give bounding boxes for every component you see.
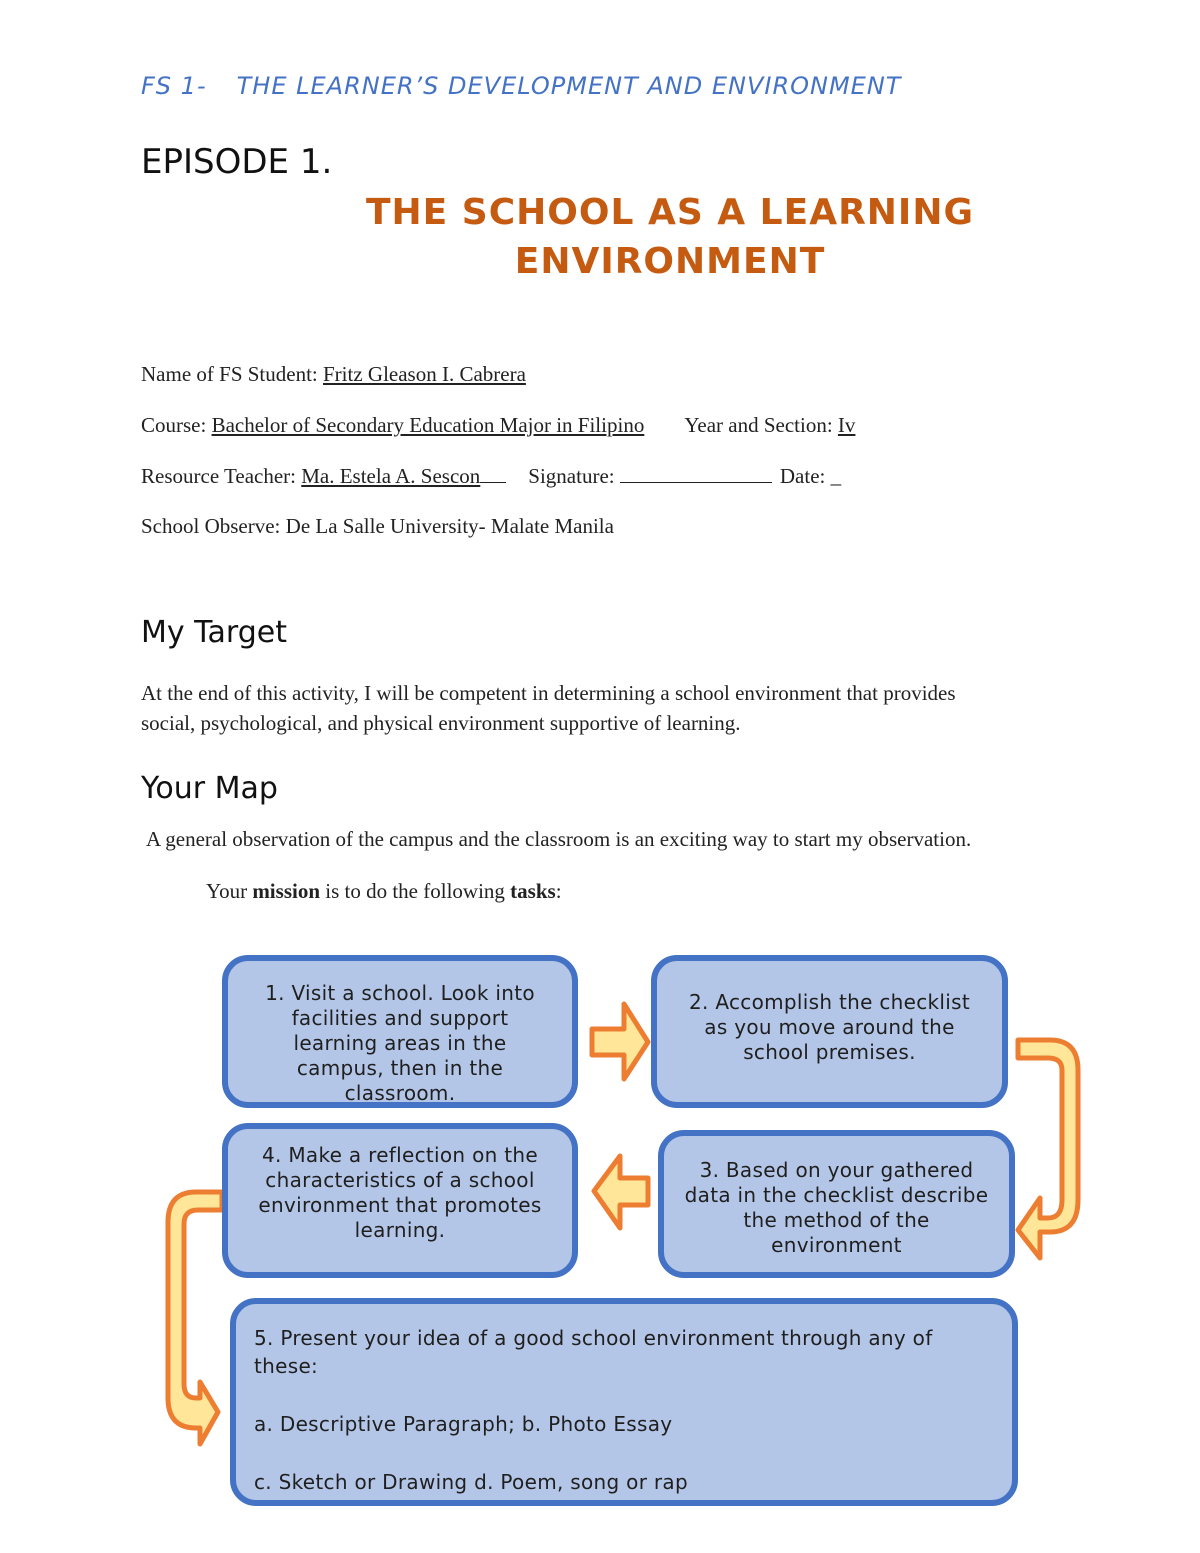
mission-mid: is to do the following xyxy=(320,879,511,903)
task-5-line1: 5. Present your idea of a good school environment through any of these: xyxy=(254,1326,933,1378)
map-intro: A general observation of the campus and the classroom is an exciting way to start my observation. xyxy=(146,827,972,851)
date-label: Date: _ xyxy=(779,464,842,488)
task-box-2 xyxy=(651,955,1008,1108)
task-4-text: 4. Make a reflection on the characteristics of a school environment that promotes learning. xyxy=(258,1143,542,1242)
u-turn-right-icon xyxy=(1018,1040,1078,1258)
task-2-text: 2. Accomplish the checklist as you move around the school premises. xyxy=(689,990,970,1064)
u-turn-left-icon xyxy=(168,1192,222,1444)
tasks-bold: tasks xyxy=(510,879,556,903)
task-3-text: 3. Based on your gathered data in the checklist describe the method of the environment xyxy=(684,1158,989,1257)
target-text-line1: At the end of this activity, I will be competent in determining a school environment that provides xyxy=(141,681,956,705)
signature-label: Signature: xyxy=(528,464,620,488)
task-box-5 xyxy=(230,1298,1018,1506)
teacher-label: Resource Teacher: xyxy=(141,464,302,488)
task-box-3 xyxy=(658,1130,1015,1278)
episode-label: EPISODE 1. xyxy=(141,142,333,182)
course-label: Course: xyxy=(141,413,212,437)
course-value: Bachelor of Secondary Education Major in Filipino xyxy=(211,413,645,437)
task-1-text: 1. Visit a school. Look into facilities and support learning areas in the campus, then in the classroom. xyxy=(265,981,535,1105)
arrow-left-icon xyxy=(594,1156,648,1228)
course-title: THE LEARNER’S DEVELOPMENT AND ENVIRONMENT xyxy=(236,72,902,100)
mission-post: : xyxy=(555,879,562,903)
course-code: FS 1- xyxy=(141,72,207,100)
teacher-value: Ma. Estela A. Sescon xyxy=(301,464,481,488)
target-heading: My Target xyxy=(141,615,287,650)
year-section-value: Iv xyxy=(837,413,856,437)
school-label: School Observe: xyxy=(141,514,286,538)
task-5-line3: c. Sketch or Drawing d. Poem, song or rap xyxy=(254,1470,688,1494)
arrow-right-icon xyxy=(592,1004,648,1079)
student-name-value: Fritz Gleason I. Cabrera xyxy=(323,362,526,386)
task-box-1 xyxy=(222,955,578,1108)
target-text-line2: social, psychological, and physical environment supportive of learning. xyxy=(141,711,741,735)
episode-title-line1: THE SCHOOL AS A LEARNING xyxy=(366,192,974,233)
task-box-4 xyxy=(222,1123,578,1278)
school-value: De La Salle University- Malate Manila xyxy=(285,514,614,538)
mission-pre: Your xyxy=(206,879,253,903)
mission-bold: mission xyxy=(252,879,320,903)
map-heading: Your Map xyxy=(141,771,278,806)
episode-title-line2: ENVIRONMENT xyxy=(514,241,826,282)
student-name-label: Name of FS Student: xyxy=(141,362,323,386)
task-5-line2: a. Descriptive Paragraph; b. Photo Essay xyxy=(254,1412,673,1436)
year-section-label: Year and Section: xyxy=(684,413,838,437)
